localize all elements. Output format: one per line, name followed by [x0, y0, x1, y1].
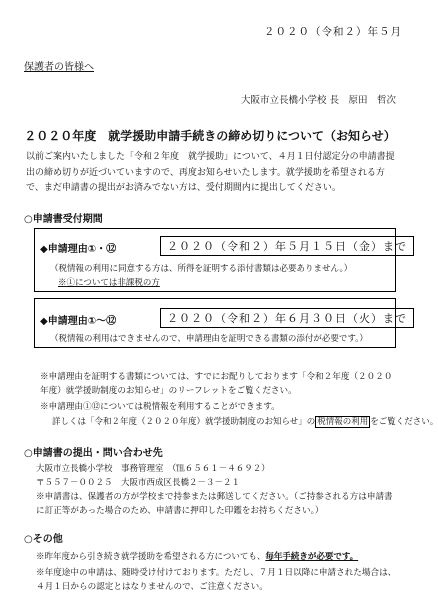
period2-label: ◆申請理由①～⑫	[40, 316, 117, 327]
contact-address: 〒５５７－００２５ 大阪市西成区長橋２－３－２１	[36, 478, 241, 488]
renewal-required-text: 毎年手続きが必要です。	[265, 552, 359, 562]
period1-deadline: ２０２０（令和２）年５月１５日（金）まで	[160, 236, 414, 256]
issue-date: ２０２０（令和２）年５月	[264, 26, 402, 38]
contact-submit-note: ※申請書は、保護者の方が学校まで持参または郵送してください。（ご持参される方は申請書に訂正等があった場合のため、申請書に押印した印鑑をお持ちください。）	[36, 492, 393, 516]
period-heading: ○申請書受付期間	[24, 214, 103, 225]
greeting: 保護者の皆様へ	[24, 62, 94, 73]
period2-deadline: ２０２０（令和２）年６月３０日（火）まで	[160, 308, 414, 328]
note-documents: ※申請理由を証明する書類については、すでにお配りしております「令和２年度（２０２０年度）就学援助制度のお知らせ」のリーフレットをご覧ください。	[40, 372, 393, 396]
period1-label: ◆申請理由①・⑫	[40, 244, 117, 255]
tax-info-usage-link: 税情報の利用	[317, 417, 369, 427]
school-principal: 大阪市立長橋小学校 長 原田 哲次	[240, 95, 396, 106]
period1-note2: ※①については非課税の方	[58, 278, 160, 288]
page-title: ２０２０年度 就学援助申請手続きの締め切りについて（お知らせ）	[24, 129, 396, 143]
other-renewal-note: ※昨年度から引き続き就学援助を希望される方についても、毎年手続きが必要です。	[36, 552, 359, 562]
contact-heading: ○申請書の提出・問い合わせ先	[24, 448, 163, 459]
period1-note: （税情報の利用に同意する方は、所得を証明する添付書類は必要ありません。）	[50, 264, 353, 274]
other-heading: ○その他	[24, 534, 63, 545]
intro-paragraph: 以前ご案内いたしました「令和２年度 就学援助」について、４月１日付認定分の申請書提出の締め切りが近づいていますので、再度お知らせいたします。就学援助を希望される方で、まだ申請書の提出がお済みでない方は、受付期間内に提出してください。	[26, 152, 395, 193]
note-tax-info: ※申請理由①⑫については税情報を利用することができます。	[40, 402, 280, 412]
period2-note: （税情報の利用はできませんので、申請理由を証明できる書類の添付が必要です。）	[50, 334, 368, 344]
other-midyear-note: ※年度途中の申請は、随時受け付けております。ただし、７月１日以降に申請された場合は、４月１日からの認定とはなりませんので、ご注意ください。	[36, 568, 397, 592]
note-tax-detail: 詳しくは「令和２年度（２０２０年度）就学援助制度のお知らせ」の 税情報の利用 をご覧ください。	[52, 417, 438, 427]
contact-office: 大阪市立長橋小学校 事務管理室 （℡６５６１－４６９２）	[36, 464, 270, 474]
